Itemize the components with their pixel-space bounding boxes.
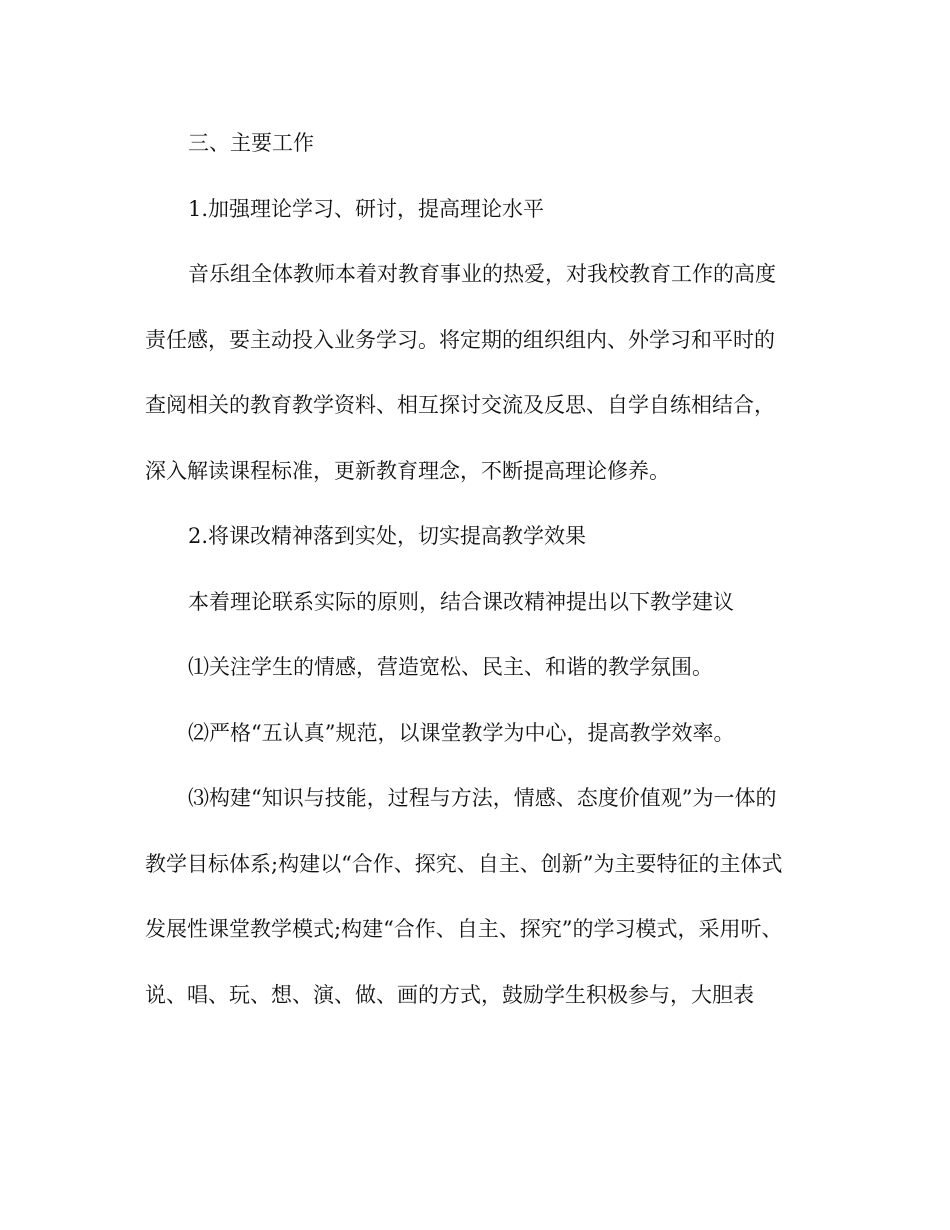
paragraph-line: 深入解读课程标准，更新教育理念，不断提高理论修养。 <box>145 458 670 483</box>
document-body <box>145 118 815 1035</box>
paragraph-line: 查阅相关的教育教学资料、相互探讨交流及反思、自学自练相结合， <box>145 393 775 417</box>
paragraph-line: 音乐组全体教师本着对教育事业的热爱，对我校教育工作的高度 <box>188 262 776 286</box>
paragraph-line: 教学目标体系;构建以“合作、探究、自主、创新”为主要特征的主体式 <box>145 851 783 876</box>
list-item: ⑶构建“知识与技能，过程与方法，情感、态度价值观”为一体的 <box>188 786 777 810</box>
subheading-2: 2.将课改精神落到实处，切实提高教学效果 <box>188 524 587 548</box>
paragraph-line: 说、唱、玩、想、演、做、画的方式，鼓励学生积极参与，大胆表 <box>145 982 754 1007</box>
list-item: ⑴关注学生的情感，营造宽松、民主、和谐的教学氛围。 <box>188 655 713 679</box>
paragraph-line: 本着理论联系实际的原则，结合课改精神提出以下教学建议 <box>188 589 734 614</box>
list-item: ⑵严格“五认真”规范，以课堂教学为中心，提高教学效率。 <box>188 720 735 745</box>
subheading-1: 1.加强理论学习、研讨，提高理论水平 <box>188 196 545 221</box>
paragraph-line: 责任感，要主动投入业务学习。将定期的组织组内、外学习和平时的 <box>145 327 775 352</box>
paragraph-line: 发展性课堂教学模式;构建“合作、自主、探究”的学习模式，采用听、 <box>145 917 783 941</box>
section-heading: 三、主要工作 <box>188 131 314 155</box>
